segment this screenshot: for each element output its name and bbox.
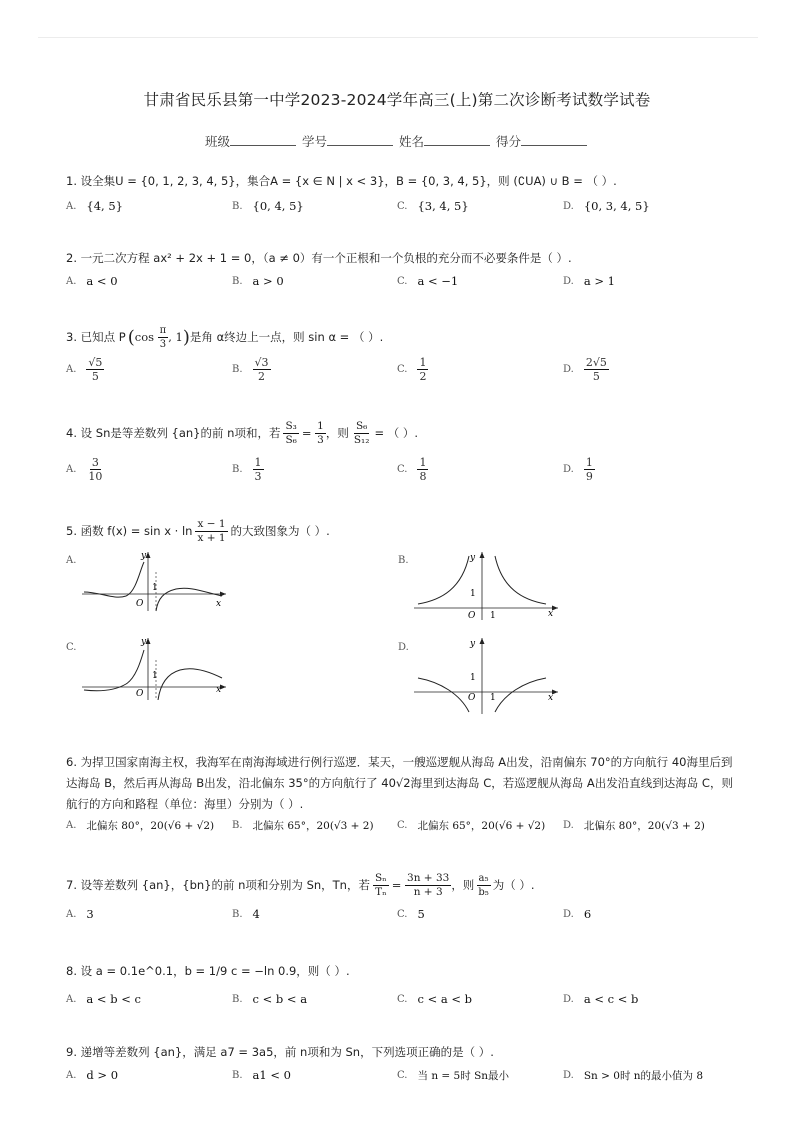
option-d[interactable]: D. 6 [563,907,592,921]
score-label: 得分 [495,134,521,149]
svg-text:y: y [470,639,476,649]
header-divider [38,37,758,38]
question-8-options [66,992,746,1018]
question-5: 5. 函数 f(x) = sin x · ln $\frac{x - 1}{x + 1}$ 的大致图象为（ ）. [66,518,330,544]
option-a[interactable]: A. d > 0 [66,1068,119,1082]
option-c[interactable]: C. 北偏东 65°，20(√6 + √2) [397,820,546,832]
figure-c-label: C. [66,642,77,653]
class-label: 班级 [204,134,230,149]
svg-text:x: x [216,685,222,695]
svg-text:1: 1 [152,583,158,593]
figure-d-label: D. [398,642,409,653]
ratio-expression: $\frac{3n + 33}{n + 3}$ [407,872,450,898]
option-a[interactable]: A. a < 0 [66,274,118,288]
svg-text:O: O [468,693,476,703]
option-c[interactable]: C. {3, 4, 5} [397,199,469,213]
student-info-line [0,132,794,150]
coord-1: , 1 [168,330,183,344]
option-b[interactable]: B. 4 [232,907,260,921]
option-a[interactable]: A. $\frac{√5}{5}$ [66,356,103,383]
option-c[interactable]: C. 5 [397,907,425,921]
question-3-options [66,356,746,390]
option-c[interactable]: C. a < −1 [397,274,459,288]
question-2-options [66,274,746,300]
id-blank[interactable] [327,133,393,146]
one-third: $\frac{1}{3}$ [317,420,324,446]
page-title: 甘肃省民乐县第一中学2023-2024学年高三(上)第二次诊断考试数学试卷 [143,91,651,109]
figure-a-label: A. [66,555,77,566]
option-b[interactable]: B. c < b < a [232,992,308,1006]
svg-text:1: 1 [152,671,158,681]
name-blank[interactable] [424,133,490,146]
a5-over-b5: $\frac{\text{a₅}}{\text{b₅}}$ [478,873,489,898]
option-a[interactable]: A. 3 [66,907,94,921]
score-blank[interactable] [521,133,587,146]
s3-over-s6: $\frac{\text{S₃}}{\text{S₆}}$ [285,420,297,446]
option-d[interactable]: D. Sn > 0时 n的最小值为 8 [563,1070,704,1082]
question-4-options [66,456,746,490]
question-4: 4. 设 Sn是等差数列 {an}的前 n项和，若 $\frac{\text{S₃}}{\text{S₆}}$ = $\frac{1}{3}$ ，则 $\frac{\text{S₆}}{\text{S₁₂}}$ = （ ）. [66,420,419,446]
option-b[interactable]: B. $\frac{√3}{2}$ [232,356,269,383]
svg-text:y: y [141,551,147,561]
figure-b-graph[interactable] [412,548,562,620]
question-1: 1. 设全集U = {0, 1, 2, 3, 4, 5}，集合A = {x ∈ N | x < 3}，B = {0, 3, 4, 5}，则 (∁UA) ∪ B = （ ）. [66,174,617,188]
paren-open: ( [127,327,135,348]
svg-text:O: O [136,599,144,609]
question-9-options [66,1068,746,1094]
id-label: 学号 [301,134,327,149]
option-b[interactable]: B. a1 < 0 [232,1068,291,1082]
figure-c-graph[interactable] [80,634,230,700]
question-7: 7. 设等差数列 {an}，{bn}的前 n项和分别为 Sn，Tn，若 $\frac{\text{Sₙ}}{\text{Tₙ}}$ = $\frac{3n + 33}{n + 3}$ ，则 $\frac{\text{a₅}}{\text{b₅}}$ 为（ ）. [66,872,535,898]
svg-text:x: x [548,609,554,619]
svg-text:1: 1 [490,693,496,703]
svg-text:x: x [216,599,222,609]
svg-text:O: O [136,689,144,699]
option-c[interactable]: C. 当 n = 5时 Sn最小 [397,1070,510,1082]
option-d[interactable]: D. {0, 3, 4, 5} [563,199,650,213]
option-b[interactable]: B. 北偏东 65°，20(√3 + 2) [232,820,374,832]
question-3: 3. 已知点 P ( cos $\frac{\pi}{3}$ , 1 ) 是角 α终边上一点，则 sin α = （ ）. [66,325,384,350]
sn-over-tn: $\frac{\text{Sₙ}}{\text{Tₙ}}$ [374,872,387,898]
name-label: 姓名 [398,134,424,149]
question-6: 6. 为捍卫国家南海主权，我海军在南海海域进行例行巡逻．某天，一艘巡逻舰从海岛 A出发，沿南偏东 70°的方向航行 40海里后到达海岛 B，然后再从海岛 B出发，沿北偏东 35°的方向航行了 40√2海里到达海岛 C，若巡逻舰从海岛 A出发沿直线到达海岛 C，则航行的方向和路程（单位：海里）分别为（ ）. [66,755,733,811]
svg-text:1: 1 [490,611,496,620]
question-6-options [66,818,746,844]
option-b[interactable]: B. a > 0 [232,274,284,288]
option-d[interactable]: D. a < c < b [563,992,639,1006]
figure-b-label: B. [398,555,409,566]
question-8: 8. 设 a = 0.1e^0.1，b = 1/9 c = −ln 0.9，则（ ）. [66,964,350,978]
option-a[interactable]: A. $\frac{3}{10}$ [66,456,103,483]
question-9: 9. 递增等差数列 {an}，满足 a7 = 3a5，前 n项和为 Sn，下列选项正确的是（ ）. [66,1045,494,1059]
class-blank[interactable] [230,133,296,146]
figure-d-graph[interactable] [412,634,562,714]
svg-text:1: 1 [470,673,476,683]
svg-text:y: y [470,553,476,563]
question-2: 2. 一元二次方程 ax² + 2x + 1 = 0，（a ≠ 0）有一个正根和一个负根的充分而不必要条件是（ ）. [66,251,572,265]
x-minus-1-over-x-plus-1: $\frac{x - 1}{x + 1}$ [197,518,226,544]
svg-text:y: y [141,637,147,647]
pi-over-3: $\frac{\pi}{3}$ [159,325,167,350]
s6-over-s12: $\frac{\text{S₆}}{\text{S₁₂}}$ [353,420,370,446]
svg-text:x: x [548,693,554,703]
figure-a-graph[interactable] [80,548,230,613]
question-7-options [66,907,746,933]
option-d[interactable]: D. a > 1 [563,274,615,288]
option-c[interactable]: C. $\frac{1}{2}$ [397,356,427,383]
svg-text:1: 1 [470,589,476,599]
option-b[interactable]: B. $\frac{1}{3}$ [232,456,262,483]
option-c[interactable]: C. c < a < b [397,992,473,1006]
svg-text:O: O [468,611,476,620]
cos-label: cos [134,330,158,344]
option-a[interactable]: A. a < b < c [66,992,141,1006]
option-a[interactable]: A. 北偏东 80°，20(√6 + √2) [66,820,215,832]
option-c[interactable]: C. $\frac{1}{8}$ [397,456,427,483]
option-d[interactable]: D. $\frac{1}{9}$ [563,456,593,483]
option-d[interactable]: D. $\frac{2√5}{5}$ [563,356,607,383]
question-1-options [66,199,746,225]
paren-close: ) [182,327,190,348]
option-a[interactable]: A. {4, 5} [66,199,123,213]
option-d[interactable]: D. 北偏东 80°，20(√3 + 2) [563,820,705,832]
option-b[interactable]: B. {0, 4, 5} [232,199,304,213]
